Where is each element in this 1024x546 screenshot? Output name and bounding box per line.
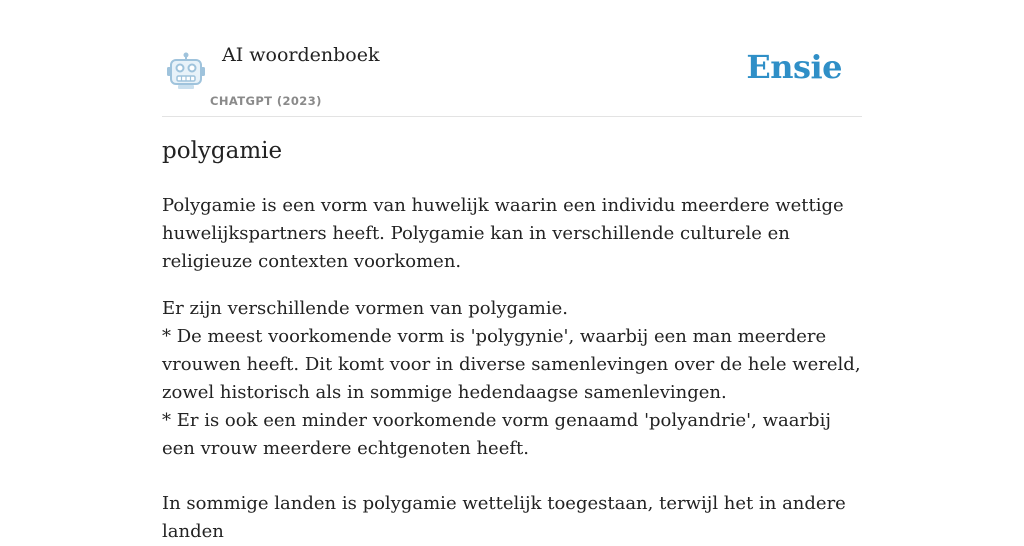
- definition-paragraph: Er zijn verschillende vormen van polygamie.: [162, 298, 568, 319]
- definition-paragraph: In sommige landen is polygamie wettelijk toegestaan, terwijl het in andere landen: [162, 493, 846, 542]
- headword: polygamie: [162, 138, 283, 164]
- robot-icon: [166, 52, 206, 90]
- definition-paragraph: Polygamie is een vorm van huwelijk waarin een individu meerdere wettige huwelijkspartners heeft. Polygamie kan in verschillende culturele en religieuze contexten voorkomen.: [162, 195, 844, 272]
- ensie-logo[interactable]: Ensie: [746, 48, 842, 86]
- definition-bullet: * De meest voorkomende vorm is 'polygynie', waarbij een man meerdere vrouwen heeft. Dit komt voor in diverse samenlevingen over de hele wereld, zowel historisch als in sommige hedendaagse samenlevingen.: [162, 326, 861, 403]
- source-title[interactable]: AI woordenboek: [222, 44, 380, 66]
- definition-bullet: * Er is ook een minder voorkomende vorm genaamd 'polyandrie', waarbij een vrouw meerdere echtgenoten heeft.: [162, 410, 831, 459]
- source-header: [162, 0, 862, 117]
- source-meta: CHATGPT (2023): [210, 94, 322, 108]
- definition-body: [162, 192, 862, 546]
